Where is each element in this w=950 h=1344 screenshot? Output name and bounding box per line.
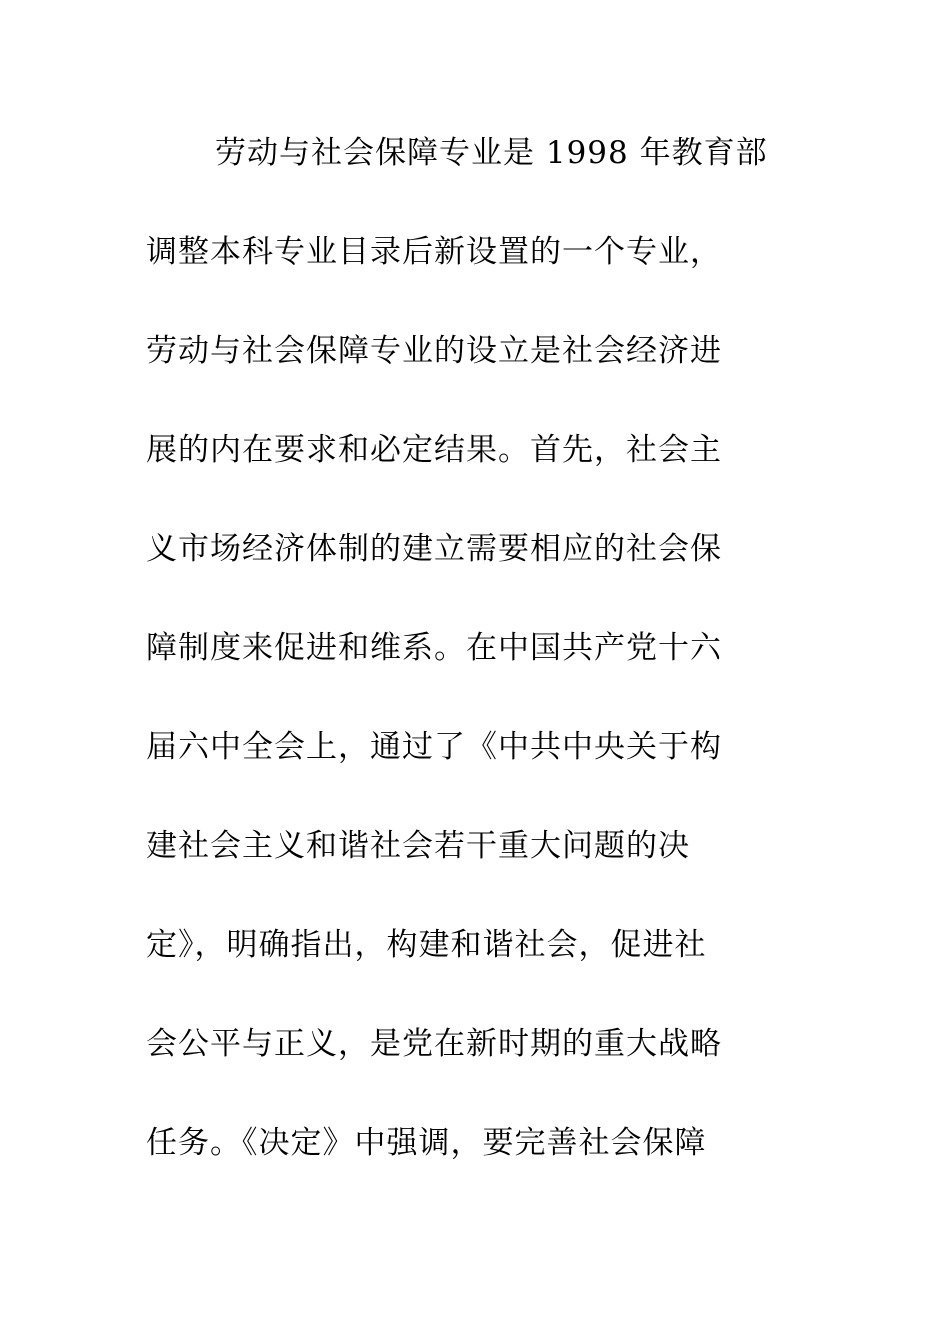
- paragraph-line: 任务。《决定》中强调，要完善社会保障: [146, 1125, 707, 1161]
- paragraph-line: 展的内在要求和必定结果。首先，社会主: [146, 432, 722, 468]
- paragraph-line: 定》，明确指出，构建和谐社会，促进社: [146, 927, 707, 963]
- paragraph-line: 义市场经济体制的建立需要相应的社会保: [146, 531, 722, 567]
- body-paragraph: [146, 125, 806, 1214]
- paragraph-line: 障制度来促进和维系。在中国共产党十六: [146, 630, 722, 666]
- paragraph-line: 调整本科专业目录后新设置的一个专业，: [146, 234, 722, 270]
- paragraph-line: 届六中全会上，通过了《中共中央关于构: [146, 729, 722, 765]
- paragraph-line: 劳动与社会保障专业是 1998 年教育部: [215, 135, 768, 171]
- paragraph-line: 劳动与社会保障专业的设立是社会经济进: [146, 333, 722, 369]
- paragraph-line: 会公平与正义，是党在新时期的重大战略: [146, 1026, 722, 1062]
- paragraph-line: 建社会主义和谐社会若干重大问题的决: [146, 828, 690, 864]
